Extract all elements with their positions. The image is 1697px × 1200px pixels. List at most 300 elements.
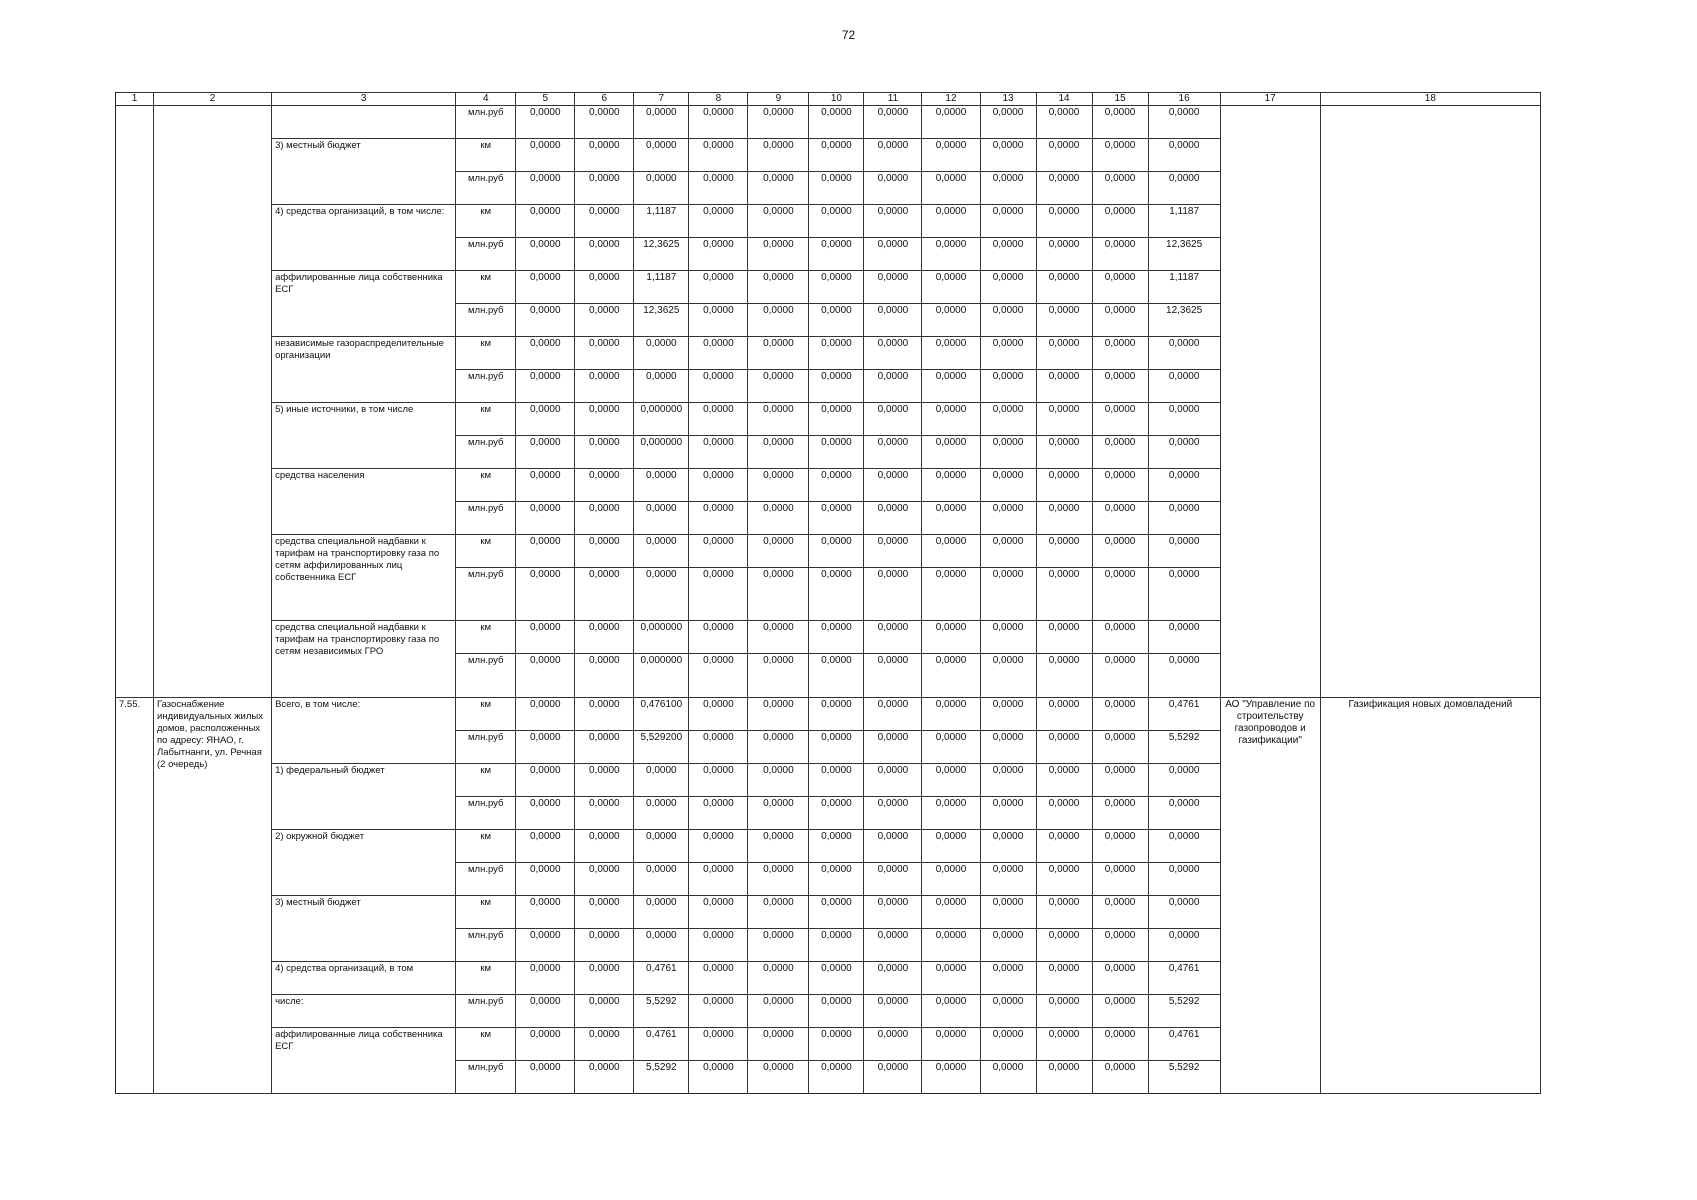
unit-cell: км bbox=[456, 962, 516, 995]
value-cell: 0,0000 bbox=[1148, 106, 1220, 139]
value-cell: 0,0000 bbox=[516, 621, 575, 654]
value-cell: 0,0000 bbox=[809, 896, 864, 929]
source-label: аффилированные лица собственника ЕСГ bbox=[272, 1028, 456, 1094]
source-label: 2) окружной бюджет bbox=[272, 830, 456, 896]
value-cell: 0,0000 bbox=[1148, 896, 1220, 929]
value-cell: 0,0000 bbox=[864, 106, 922, 139]
value-cell: 0,0000 bbox=[864, 238, 922, 271]
column-number-header: 7 bbox=[634, 93, 689, 106]
source-label: числе: bbox=[272, 995, 456, 1028]
value-cell: 0,0000 bbox=[864, 764, 922, 797]
value-cell: 0,0000 bbox=[1036, 568, 1092, 621]
value-cell: 0,0000 bbox=[980, 764, 1036, 797]
unit-cell: млн.руб bbox=[456, 238, 516, 271]
value-cell: 1,1187 bbox=[1148, 205, 1220, 238]
value-cell: 0,4761 bbox=[1148, 1028, 1220, 1061]
value-cell: 0,0000 bbox=[864, 863, 922, 896]
value-cell: 0,0000 bbox=[922, 731, 980, 764]
value-cell: 0,0000 bbox=[516, 654, 575, 698]
value-cell: 0,0000 bbox=[922, 830, 980, 863]
value-cell: 0,0000 bbox=[1036, 139, 1092, 172]
value-cell: 0,0000 bbox=[689, 731, 748, 764]
value-cell: 0,0000 bbox=[575, 568, 634, 621]
value-cell: 0,0000 bbox=[809, 403, 864, 436]
value-cell: 0,0000 bbox=[1092, 535, 1148, 568]
column-number-header: 17 bbox=[1220, 93, 1320, 106]
column-number-header: 13 bbox=[980, 93, 1036, 106]
unit-cell: млн.руб bbox=[456, 863, 516, 896]
value-cell: 0,0000 bbox=[922, 172, 980, 205]
value-cell: 0,4761 bbox=[634, 962, 689, 995]
value-cell: 0,0000 bbox=[980, 1028, 1036, 1061]
value-cell: 0,0000 bbox=[748, 502, 809, 535]
value-cell: 0,0000 bbox=[516, 535, 575, 568]
value-cell: 0,0000 bbox=[575, 271, 634, 304]
value-cell: 0,0000 bbox=[980, 731, 1036, 764]
unit-cell: млн.руб bbox=[456, 502, 516, 535]
value-cell: 0,0000 bbox=[1092, 205, 1148, 238]
value-cell: 0,0000 bbox=[516, 370, 575, 403]
value-cell: 0,0000 bbox=[748, 139, 809, 172]
value-cell: 0,0000 bbox=[980, 863, 1036, 896]
value-cell: 0,0000 bbox=[748, 863, 809, 896]
value-cell: 0,0000 bbox=[864, 370, 922, 403]
value-cell: 0,0000 bbox=[748, 205, 809, 238]
value-cell: 0,0000 bbox=[575, 962, 634, 995]
value-cell: 0,0000 bbox=[575, 1061, 634, 1094]
value-cell: 0,0000 bbox=[689, 621, 748, 654]
value-cell: 0,0000 bbox=[516, 436, 575, 469]
value-cell: 0,0000 bbox=[748, 698, 809, 731]
value-cell: 0,0000 bbox=[1092, 621, 1148, 654]
value-cell: 0,0000 bbox=[516, 830, 575, 863]
value-cell: 0,0000 bbox=[1036, 764, 1092, 797]
value-cell: 5,5292 bbox=[1148, 731, 1220, 764]
value-cell: 0,0000 bbox=[922, 863, 980, 896]
value-cell: 0,0000 bbox=[748, 436, 809, 469]
value-cell: 0,0000 bbox=[748, 271, 809, 304]
value-cell: 0,0000 bbox=[809, 698, 864, 731]
value-cell: 0,0000 bbox=[1092, 764, 1148, 797]
value-cell: 0,0000 bbox=[864, 403, 922, 436]
value-cell: 0,0000 bbox=[980, 929, 1036, 962]
value-cell: 0,0000 bbox=[748, 896, 809, 929]
value-cell: 0,0000 bbox=[809, 731, 864, 764]
value-cell: 0,0000 bbox=[980, 370, 1036, 403]
value-cell: 0,0000 bbox=[689, 654, 748, 698]
value-cell: 0,0000 bbox=[748, 535, 809, 568]
value-cell: 0,0000 bbox=[575, 205, 634, 238]
value-cell: 0,0000 bbox=[748, 106, 809, 139]
value-cell: 0,0000 bbox=[809, 469, 864, 502]
value-cell: 0,0000 bbox=[922, 370, 980, 403]
value-cell: 5,5292 bbox=[634, 995, 689, 1028]
value-cell: 0,0000 bbox=[1036, 205, 1092, 238]
executor-cell: АО "Управление по строительству газопроводов и газификации" bbox=[1220, 698, 1320, 1094]
value-cell: 0,0000 bbox=[575, 436, 634, 469]
value-cell: 0,0000 bbox=[809, 502, 864, 535]
unit-cell: млн.руб bbox=[456, 654, 516, 698]
value-cell: 0,0000 bbox=[689, 502, 748, 535]
value-cell: 0,0000 bbox=[922, 929, 980, 962]
value-cell: 0,0000 bbox=[689, 106, 748, 139]
value-cell: 0,0000 bbox=[516, 995, 575, 1028]
value-cell: 0,0000 bbox=[864, 896, 922, 929]
value-cell: 0,0000 bbox=[980, 205, 1036, 238]
source-label: Всего, в том числе: bbox=[272, 698, 456, 764]
value-cell: 0,0000 bbox=[1092, 929, 1148, 962]
value-cell: 0,0000 bbox=[575, 238, 634, 271]
object-name-cell: Газоснабжение индивидуальных жилых домов, расположенных по адресу: ЯНАО, г. Лабытнанги, ул. Речная (2 очередь) bbox=[154, 698, 272, 1094]
value-cell: 0,0000 bbox=[1092, 731, 1148, 764]
value-cell: 0,000000 bbox=[634, 436, 689, 469]
value-cell: 0,0000 bbox=[864, 698, 922, 731]
value-cell: 0,0000 bbox=[922, 502, 980, 535]
value-cell: 0,0000 bbox=[575, 863, 634, 896]
unit-cell: млн.руб bbox=[456, 995, 516, 1028]
value-cell: 1,1187 bbox=[634, 271, 689, 304]
value-cell: 0,0000 bbox=[634, 469, 689, 502]
value-cell: 0,0000 bbox=[864, 568, 922, 621]
value-cell: 0,0000 bbox=[748, 654, 809, 698]
value-cell: 0,0000 bbox=[516, 731, 575, 764]
value-cell: 12,3625 bbox=[634, 238, 689, 271]
value-cell: 0,0000 bbox=[1036, 172, 1092, 205]
value-cell: 0,0000 bbox=[516, 403, 575, 436]
value-cell: 0,0000 bbox=[748, 337, 809, 370]
value-cell: 0,0000 bbox=[922, 621, 980, 654]
value-cell: 0,0000 bbox=[634, 863, 689, 896]
value-cell: 0,0000 bbox=[634, 929, 689, 962]
unit-cell: км bbox=[456, 403, 516, 436]
value-cell: 0,0000 bbox=[575, 929, 634, 962]
value-cell: 0,0000 bbox=[1036, 929, 1092, 962]
unit-cell: км bbox=[456, 764, 516, 797]
column-number-header: 3 bbox=[272, 93, 456, 106]
value-cell: 0,0000 bbox=[748, 172, 809, 205]
value-cell: 0,0000 bbox=[809, 205, 864, 238]
investment-table bbox=[115, 92, 1541, 1094]
value-cell: 12,3625 bbox=[1148, 304, 1220, 337]
value-cell: 0,0000 bbox=[689, 863, 748, 896]
unit-cell: млн.руб bbox=[456, 929, 516, 962]
value-cell: 0,0000 bbox=[1036, 403, 1092, 436]
column-number-header: 2 bbox=[154, 93, 272, 106]
unit-cell: км bbox=[456, 139, 516, 172]
value-cell: 0,0000 bbox=[922, 205, 980, 238]
value-cell: 0,0000 bbox=[1148, 535, 1220, 568]
value-cell: 0,0000 bbox=[922, 469, 980, 502]
value-cell: 0,4761 bbox=[634, 1028, 689, 1061]
value-cell: 0,0000 bbox=[634, 764, 689, 797]
value-cell: 0,0000 bbox=[922, 337, 980, 370]
value-cell: 0,0000 bbox=[1092, 271, 1148, 304]
column-number-header: 14 bbox=[1036, 93, 1092, 106]
unit-cell: млн.руб bbox=[456, 731, 516, 764]
column-number-header: 4 bbox=[456, 93, 516, 106]
value-cell: 0,0000 bbox=[689, 896, 748, 929]
value-cell: 0,0000 bbox=[689, 139, 748, 172]
value-cell: 0,0000 bbox=[922, 995, 980, 1028]
value-cell: 0,0000 bbox=[748, 995, 809, 1028]
value-cell: 0,0000 bbox=[980, 304, 1036, 337]
value-cell: 0,0000 bbox=[1148, 337, 1220, 370]
unit-cell: км bbox=[456, 830, 516, 863]
value-cell: 0,0000 bbox=[634, 896, 689, 929]
value-cell: 0,0000 bbox=[575, 469, 634, 502]
value-cell: 0,0000 bbox=[689, 370, 748, 403]
value-cell: 0,0000 bbox=[1148, 469, 1220, 502]
value-cell: 0,000000 bbox=[634, 621, 689, 654]
value-cell: 0,0000 bbox=[980, 654, 1036, 698]
value-cell: 0,0000 bbox=[516, 962, 575, 995]
value-cell: 0,0000 bbox=[1092, 172, 1148, 205]
unit-cell: млн.руб bbox=[456, 797, 516, 830]
value-cell: 0,0000 bbox=[1036, 830, 1092, 863]
value-cell: 0,000000 bbox=[634, 654, 689, 698]
value-cell: 0,0000 bbox=[980, 469, 1036, 502]
value-cell: 0,0000 bbox=[1148, 502, 1220, 535]
value-cell: 0,0000 bbox=[980, 962, 1036, 995]
value-cell: 0,0000 bbox=[1036, 370, 1092, 403]
value-cell: 0,0000 bbox=[575, 502, 634, 535]
value-cell: 0,0000 bbox=[922, 698, 980, 731]
value-cell: 0,0000 bbox=[864, 1061, 922, 1094]
value-cell: 0,0000 bbox=[1036, 995, 1092, 1028]
unit-cell: км bbox=[456, 469, 516, 502]
value-cell: 0,0000 bbox=[575, 797, 634, 830]
value-cell: 0,0000 bbox=[575, 621, 634, 654]
item-number-cell bbox=[116, 106, 154, 698]
unit-cell: км bbox=[456, 337, 516, 370]
value-cell: 0,0000 bbox=[922, 238, 980, 271]
value-cell: 0,4761 bbox=[1148, 698, 1220, 731]
value-cell: 0,0000 bbox=[1036, 271, 1092, 304]
value-cell: 0,0000 bbox=[516, 304, 575, 337]
value-cell: 0,0000 bbox=[922, 896, 980, 929]
source-label: аффилированные лица собственника ЕСГ bbox=[272, 271, 456, 337]
unit-cell: млн.руб bbox=[456, 172, 516, 205]
value-cell: 0,0000 bbox=[516, 238, 575, 271]
value-cell: 0,0000 bbox=[980, 436, 1036, 469]
source-label: независимые газораспределительные организации bbox=[272, 337, 456, 403]
value-cell: 0,0000 bbox=[689, 337, 748, 370]
value-cell: 0,0000 bbox=[864, 654, 922, 698]
executor-cell bbox=[1220, 106, 1320, 698]
value-cell: 0,0000 bbox=[1092, 797, 1148, 830]
column-number-header: 15 bbox=[1092, 93, 1148, 106]
value-cell: 0,0000 bbox=[1036, 797, 1092, 830]
value-cell: 0,0000 bbox=[516, 698, 575, 731]
value-cell: 0,0000 bbox=[516, 205, 575, 238]
value-cell: 0,0000 bbox=[1036, 962, 1092, 995]
value-cell: 0,0000 bbox=[689, 568, 748, 621]
value-cell: 0,0000 bbox=[516, 1028, 575, 1061]
value-cell: 0,0000 bbox=[748, 797, 809, 830]
value-cell: 0,0000 bbox=[748, 304, 809, 337]
value-cell: 0,0000 bbox=[980, 337, 1036, 370]
purpose-cell bbox=[1320, 106, 1540, 698]
value-cell: 0,0000 bbox=[1036, 535, 1092, 568]
value-cell: 0,0000 bbox=[922, 568, 980, 621]
value-cell: 0,0000 bbox=[1148, 764, 1220, 797]
value-cell: 0,0000 bbox=[1148, 370, 1220, 403]
value-cell: 0,0000 bbox=[689, 403, 748, 436]
value-cell: 0,0000 bbox=[922, 271, 980, 304]
value-cell: 0,0000 bbox=[689, 1061, 748, 1094]
unit-cell: млн.руб bbox=[456, 436, 516, 469]
value-cell: 0,0000 bbox=[980, 502, 1036, 535]
value-cell: 0,0000 bbox=[864, 436, 922, 469]
value-cell: 0,0000 bbox=[1092, 403, 1148, 436]
value-cell: 0,0000 bbox=[689, 1028, 748, 1061]
value-cell: 0,0000 bbox=[1092, 469, 1148, 502]
table-row bbox=[116, 106, 1541, 139]
value-cell: 0,0000 bbox=[1092, 304, 1148, 337]
value-cell: 0,0000 bbox=[689, 436, 748, 469]
value-cell: 0,0000 bbox=[980, 1061, 1036, 1094]
value-cell: 0,0000 bbox=[922, 535, 980, 568]
value-cell: 0,0000 bbox=[922, 139, 980, 172]
value-cell: 0,0000 bbox=[980, 621, 1036, 654]
value-cell: 0,0000 bbox=[748, 568, 809, 621]
value-cell: 12,3625 bbox=[634, 304, 689, 337]
value-cell: 0,0000 bbox=[980, 698, 1036, 731]
value-cell: 0,0000 bbox=[575, 304, 634, 337]
value-cell: 0,0000 bbox=[748, 403, 809, 436]
value-cell: 0,0000 bbox=[864, 621, 922, 654]
value-cell: 0,0000 bbox=[1036, 337, 1092, 370]
column-number-header: 11 bbox=[864, 93, 922, 106]
value-cell: 0,0000 bbox=[980, 896, 1036, 929]
value-cell: 0,0000 bbox=[516, 139, 575, 172]
unit-cell: км bbox=[456, 205, 516, 238]
value-cell: 0,0000 bbox=[689, 535, 748, 568]
value-cell: 0,0000 bbox=[809, 863, 864, 896]
value-cell: 0,0000 bbox=[516, 271, 575, 304]
value-cell: 0,0000 bbox=[516, 896, 575, 929]
source-label bbox=[272, 106, 456, 139]
value-cell: 0,0000 bbox=[809, 654, 864, 698]
value-cell: 0,0000 bbox=[1148, 863, 1220, 896]
value-cell: 0,0000 bbox=[748, 764, 809, 797]
value-cell: 0,0000 bbox=[748, 621, 809, 654]
value-cell: 0,0000 bbox=[980, 172, 1036, 205]
object-name-cell bbox=[154, 106, 272, 698]
value-cell: 0,0000 bbox=[864, 205, 922, 238]
value-cell: 0,0000 bbox=[922, 962, 980, 995]
value-cell: 0,0000 bbox=[809, 764, 864, 797]
column-number-header: 10 bbox=[809, 93, 864, 106]
table-header bbox=[116, 93, 1541, 106]
value-cell: 0,0000 bbox=[1092, 995, 1148, 1028]
value-cell: 0,0000 bbox=[516, 469, 575, 502]
value-cell: 0,0000 bbox=[980, 797, 1036, 830]
value-cell: 0,0000 bbox=[689, 271, 748, 304]
value-cell: 0,0000 bbox=[634, 370, 689, 403]
value-cell: 0,0000 bbox=[689, 830, 748, 863]
column-number-header: 16 bbox=[1148, 93, 1220, 106]
value-cell: 0,0000 bbox=[748, 238, 809, 271]
value-cell: 0,0000 bbox=[809, 304, 864, 337]
value-cell: 0,0000 bbox=[689, 205, 748, 238]
value-cell: 0,0000 bbox=[980, 238, 1036, 271]
value-cell: 0,0000 bbox=[809, 271, 864, 304]
column-number-header: 12 bbox=[922, 93, 980, 106]
value-cell: 0,0000 bbox=[516, 172, 575, 205]
source-label: 5) иные источники, в том числе bbox=[272, 403, 456, 469]
value-cell: 0,0000 bbox=[1148, 830, 1220, 863]
source-label: 4) средства организаций, в том bbox=[272, 962, 456, 995]
value-cell: 0,0000 bbox=[516, 764, 575, 797]
value-cell: 0,0000 bbox=[1092, 238, 1148, 271]
item-number-cell: 7.55. bbox=[116, 698, 154, 1094]
value-cell: 0,4761 bbox=[1148, 962, 1220, 995]
value-cell: 0,0000 bbox=[809, 621, 864, 654]
value-cell: 0,0000 bbox=[575, 535, 634, 568]
value-cell: 0,0000 bbox=[1092, 830, 1148, 863]
value-cell: 0,0000 bbox=[1036, 1061, 1092, 1094]
value-cell: 0,0000 bbox=[634, 139, 689, 172]
value-cell: 0,0000 bbox=[689, 238, 748, 271]
value-cell: 0,0000 bbox=[922, 106, 980, 139]
value-cell: 0,0000 bbox=[809, 436, 864, 469]
value-cell: 0,0000 bbox=[1036, 654, 1092, 698]
value-cell: 0,0000 bbox=[1092, 896, 1148, 929]
value-cell: 0,0000 bbox=[575, 337, 634, 370]
source-label: средства специальной надбавки к тарифам на транспортировку газа по сетям независимых ГРО bbox=[272, 621, 456, 698]
value-cell: 0,0000 bbox=[864, 1028, 922, 1061]
value-cell: 0,0000 bbox=[1036, 238, 1092, 271]
value-cell: 0,0000 bbox=[1092, 863, 1148, 896]
value-cell: 0,0000 bbox=[922, 403, 980, 436]
value-cell: 0,0000 bbox=[864, 929, 922, 962]
value-cell: 0,0000 bbox=[809, 535, 864, 568]
value-cell: 0,0000 bbox=[516, 106, 575, 139]
value-cell: 0,0000 bbox=[922, 654, 980, 698]
value-cell: 5,5292 bbox=[634, 1061, 689, 1094]
value-cell: 0,0000 bbox=[689, 929, 748, 962]
value-cell: 0,0000 bbox=[809, 172, 864, 205]
value-cell: 5,5292 bbox=[1148, 1061, 1220, 1094]
value-cell: 0,0000 bbox=[809, 962, 864, 995]
source-label: 3) местный бюджет bbox=[272, 139, 456, 205]
value-cell: 0,0000 bbox=[1036, 304, 1092, 337]
value-cell: 0,0000 bbox=[809, 370, 864, 403]
source-label: 3) местный бюджет bbox=[272, 896, 456, 962]
value-cell: 0,0000 bbox=[1148, 621, 1220, 654]
value-cell: 0,0000 bbox=[1092, 568, 1148, 621]
value-cell: 0,0000 bbox=[748, 731, 809, 764]
value-cell: 0,0000 bbox=[634, 502, 689, 535]
value-cell: 0,0000 bbox=[1036, 698, 1092, 731]
value-cell: 0,0000 bbox=[1092, 337, 1148, 370]
value-cell: 5,5292 bbox=[1148, 995, 1220, 1028]
value-cell: 0,0000 bbox=[980, 535, 1036, 568]
value-cell: 0,0000 bbox=[1148, 654, 1220, 698]
value-cell: 0,0000 bbox=[1092, 962, 1148, 995]
value-cell: 0,0000 bbox=[689, 304, 748, 337]
value-cell: 0,0000 bbox=[864, 797, 922, 830]
value-cell: 0,0000 bbox=[689, 698, 748, 731]
value-cell: 0,0000 bbox=[575, 1028, 634, 1061]
value-cell: 0,0000 bbox=[575, 995, 634, 1028]
value-cell: 0,0000 bbox=[864, 502, 922, 535]
value-cell: 0,0000 bbox=[864, 337, 922, 370]
value-cell: 0,0000 bbox=[809, 929, 864, 962]
value-cell: 0,000000 bbox=[634, 403, 689, 436]
unit-cell: млн.руб bbox=[456, 1061, 516, 1094]
